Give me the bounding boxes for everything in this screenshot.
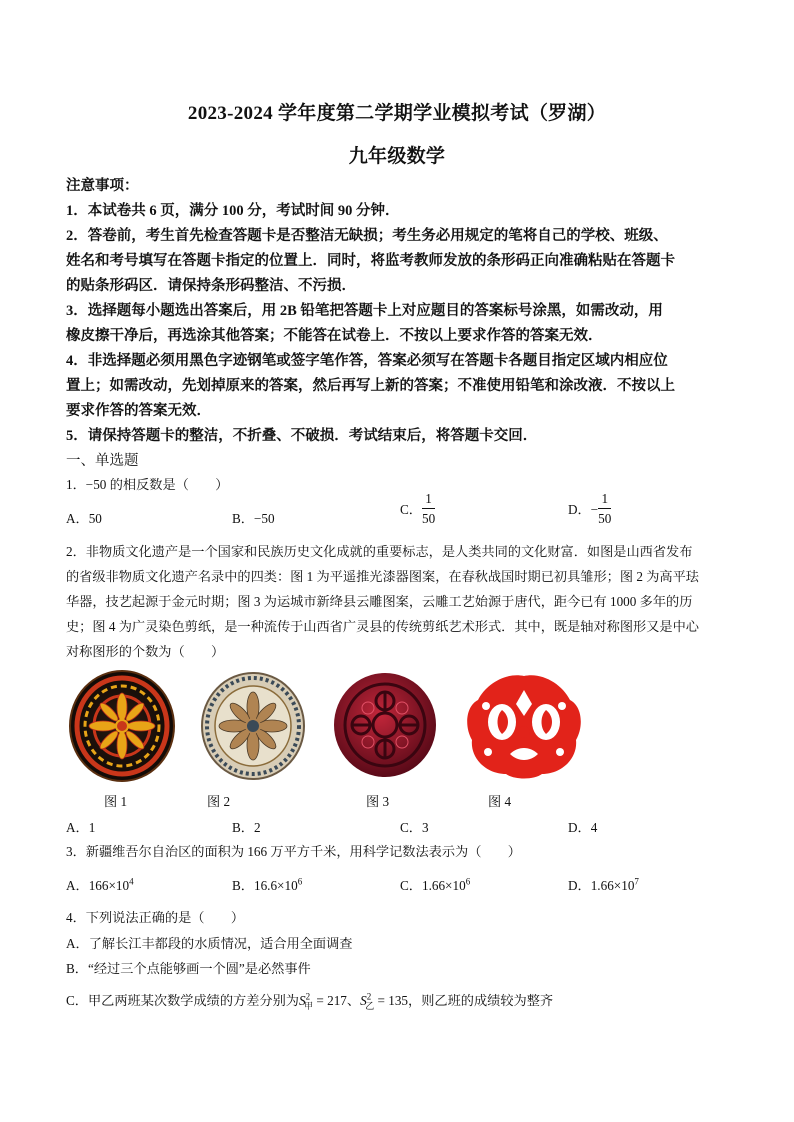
q3-option-c-exponent: 6 bbox=[465, 876, 471, 887]
q3-option-b-base: B．16.6×10 bbox=[232, 878, 298, 893]
notice-line: 置上；如需改动，先划掉原来的答案，然后再写上新的答案；不准使用铅笔和涂改液．不按以上 bbox=[66, 378, 675, 394]
variance-symbol: S bbox=[298, 993, 306, 1008]
q1-option-d-numerator: 1 bbox=[598, 492, 611, 509]
q3-option-b-exponent: 6 bbox=[297, 876, 303, 887]
q2-stem-line: 史；图 4 为广灵染色剪纸，是一种流传于山西省广灵县的传统剪纸艺术形式．其中，既是轴对称图形又是中心 bbox=[66, 619, 699, 634]
q2-stem-line: 2．非物质文化遗产是一个国家和民族历史文化成就的重要标志，是人类共同的文化财富．如图是山西省发布 bbox=[66, 544, 693, 559]
q2-stem-line: 华器，技艺起源于金元时期；图 3 为运城市新绛县云雕图案，云雕工艺始源于唐代，距今已有 1000 多年的历 bbox=[66, 594, 693, 609]
q1-option-c-denominator: 50 bbox=[421, 511, 436, 527]
figure-1-caption: 图 1 bbox=[104, 794, 128, 809]
notice-line: 3．选择题每小题选出答案后，用 2B 铅笔把答题卡上对应题目的答案标号涂黑，如需改动，用 bbox=[66, 303, 663, 319]
q2-stem-line: 的省级非物质文化遗产名录中的四类：图 1 为平遥推光漆器图案，在春秋战国时期已初具雏形；图 2 为高平珐 bbox=[66, 569, 699, 584]
q1-option-d bbox=[568, 492, 611, 525]
section-heading: 一、单选题 bbox=[66, 453, 139, 469]
figure-4-paper-cut bbox=[462, 670, 586, 782]
figure-1-lacquer-plate bbox=[68, 669, 176, 783]
q2-stem-line: 对称图形的个数为（ ） bbox=[66, 644, 225, 659]
figure-3-caption: 图 3 bbox=[366, 794, 390, 809]
figure-2-cloisonne-plate bbox=[200, 671, 306, 781]
q3-option-d bbox=[568, 875, 639, 894]
q2-option-d: D．4 bbox=[568, 820, 598, 835]
notice-line: 的贴条形码区．请保持条形码整洁、不污损． bbox=[66, 278, 356, 294]
variance-symbol: S bbox=[360, 993, 367, 1008]
q1-option-a: A．50 bbox=[66, 511, 102, 526]
q3-option-a-exponent: 4 bbox=[129, 876, 134, 887]
exam-title: 2023-2024 学年度第二学期学业模拟考试（罗湖） bbox=[187, 103, 607, 124]
q4-option-a: A．了解长江丰都段的水质情况，适合用全面调查 bbox=[66, 936, 353, 951]
q1-option-c bbox=[400, 492, 435, 525]
q3-option-d-base: D．1.66×10 bbox=[568, 878, 635, 893]
q3-option-b bbox=[232, 875, 302, 894]
notice-line: 姓名和考号填写在答题卡指定的位置上．同时，将监考教师发放的条形码正向准确粘贴在答题卡 bbox=[66, 253, 675, 269]
q4-option-c bbox=[66, 990, 553, 1012]
q4-stem: 4．下列说法正确的是（ ） bbox=[66, 910, 245, 925]
notice-line: 要求作答的答案无效． bbox=[66, 403, 211, 419]
q1-option-b: B．−50 bbox=[232, 511, 275, 526]
q1-option-d-prefix: D．− bbox=[568, 502, 599, 518]
figure-2-caption: 图 2 bbox=[207, 794, 231, 809]
q1-option-c-numerator: 1 bbox=[422, 492, 435, 509]
q2-option-a: A．1 bbox=[66, 820, 96, 835]
notice-line: 4．非选择题必须用黑色字迹钢笔或签字笔作答，答案必须写在答题卡各题目指定区域内相应位 bbox=[66, 353, 668, 369]
q3-option-c-base: C．1.66×10 bbox=[400, 878, 466, 893]
q4-option-c-mid: = 217、 bbox=[313, 993, 361, 1008]
figure-4-caption: 图 4 bbox=[488, 794, 512, 809]
q2-option-c: C．3 bbox=[400, 820, 429, 835]
figure-3-carved-lacquer bbox=[332, 671, 438, 779]
q4-option-b: B．“经过三个点能够画一个圆”是必然事件 bbox=[66, 961, 311, 976]
notice-line: 橡皮擦干净后，再选涂其他答案；不能答在试卷上．不按以上要求作答的答案无效． bbox=[66, 328, 603, 344]
notice-line: 2．答卷前，考生首先检查答题卡是否整洁无缺损；考生务必用规定的笔将自己的学校、班级、 bbox=[66, 228, 668, 244]
variance-exponent: 2 bbox=[366, 991, 372, 1002]
notice-heading: 注意事项： bbox=[66, 178, 139, 194]
notice-line: 5．请保持答题卡的整洁，不折叠、不破损．考试结束后，将答题卡交回． bbox=[66, 428, 538, 444]
variance-exponent: 2 bbox=[305, 991, 311, 1002]
q3-option-a bbox=[66, 875, 134, 894]
exam-subtitle: 九年级数学 bbox=[348, 146, 446, 167]
q4-option-c-end: = 135，则乙班的成绩较为整齐 bbox=[374, 993, 554, 1008]
q1-stem: 1．−50 的相反数是（ ） bbox=[66, 477, 229, 492]
q3-option-a-base: A．166×10 bbox=[66, 878, 130, 893]
variance-subscript-jia: 甲 bbox=[304, 1000, 314, 1011]
q3-stem: 3．新疆维吾尔自治区的面积为 166 万平方千米，用科学记数法表示为（ ） bbox=[66, 844, 521, 859]
notice-line: 1．本试卷共 6 页，满分 100 分，考试时间 90 分钟． bbox=[66, 203, 400, 219]
q4-option-c-prefix: C．甲乙两班某次数学成绩的方差分别为 bbox=[66, 993, 299, 1008]
q3-option-d-exponent: 7 bbox=[634, 876, 639, 887]
q1-option-d-denominator: 50 bbox=[598, 511, 612, 527]
variance-subscript-yi: 乙 bbox=[365, 1000, 375, 1011]
q3-option-c bbox=[400, 875, 470, 894]
q1-option-c-prefix: C． bbox=[400, 502, 422, 518]
q2-option-b: B．2 bbox=[232, 820, 261, 835]
